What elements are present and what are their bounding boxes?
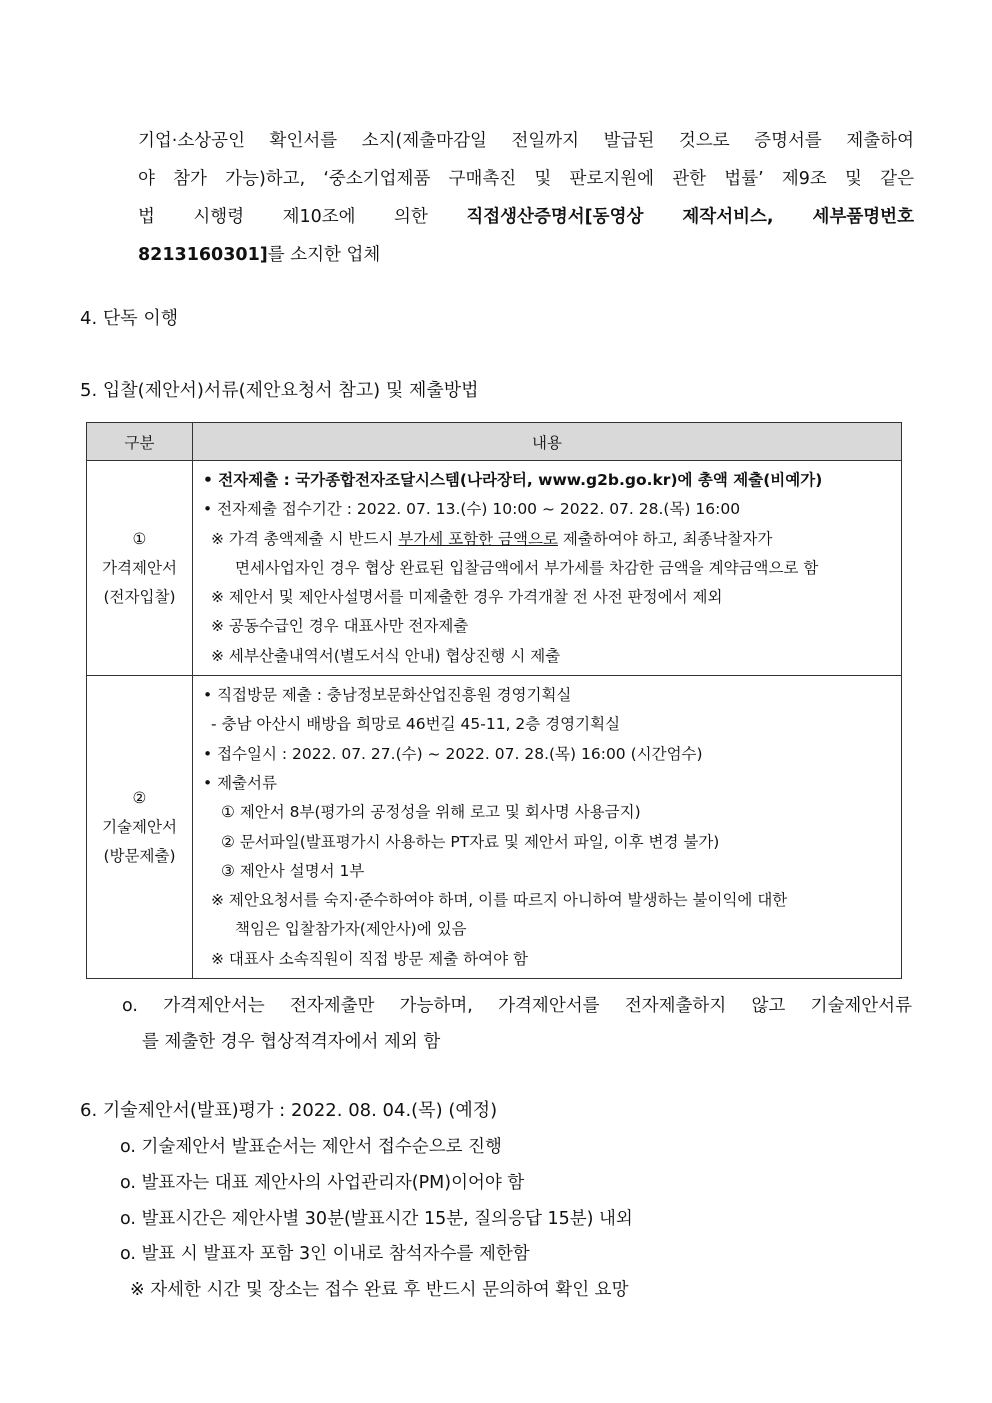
category-technical-proposal (87, 676, 193, 979)
list-item: o. 기술제안서 발표순서는 제안서 접수순으로 진행 (120, 1137, 502, 1157)
note-line-2: 를 제출한 경우 협상적격자에서 제외 함 (142, 1032, 441, 1052)
eligibility-line-1: 기업·소상공인 확인서를 소지(제출마감일 전일까지 발급된 것으로 증명서를 제출하여 (138, 131, 914, 151)
category-number: ② (132, 788, 147, 807)
document-item-1: ① 제안서 8부(평가의 공정성을 위해 로고 및 회사명 사용금지) (221, 803, 641, 822)
header-category: 구분 (87, 423, 193, 461)
eligibility-line-2: 야 참가 가능)하고, ‘중소기업제품 구매촉진 및 판로지원에 관한 법률’ 제9조 및 같은 (138, 169, 914, 189)
note-compliance: ※ 제안요청서를 숙지·준수하여야 하며, 이를 따르지 아니하여 발생하는 불이익에 대한 (211, 891, 788, 910)
document-item-3: ③ 제안사 설명서 1부 (221, 861, 365, 880)
list-item: o. 발표 시 발표자 포함 3인 이내로 참석자수를 제한함 (120, 1244, 530, 1265)
note-vat (203, 525, 901, 554)
section-5-heading: 5. 입찰(제안서)서류(제안요청서 참고) 및 제출방법 (80, 380, 479, 401)
list-item: o. 발표자는 대표 제안사의 사업관리자(PM)이어야 함 (120, 1172, 525, 1193)
vat-underline: 부가세 포함한 금액으로 (398, 529, 558, 548)
bullet-receipt-time: • 접수일시 : 2022. 07. 27.(수) ~ 2022. 07. 28.(목) 16:00 (시간엄수) (203, 744, 703, 763)
product-code-emphasis: 8213160301] (138, 245, 268, 265)
content-technical-proposal (193, 676, 902, 979)
bullet-electronic-submission: • 전자제출 : 국가종합전자조달시스템(나라장터, www.g2b.go.kr)에 총액 제출(비예가) (203, 471, 823, 489)
note-compliance-continued: 책임은 입찰참가자(제안사)에 있음 (235, 920, 467, 939)
eligibility-line-3 (138, 198, 914, 236)
note-text: 제출하여야 하고, 최종낙찰자가 (557, 529, 773, 548)
category-method: (방문제출) (103, 846, 176, 865)
certificate-emphasis: 직접생산증명서[동영상 제작서비스, 세부품명번호 (466, 207, 914, 227)
eligibility-text: 를 소지한 업체 (267, 245, 381, 265)
category-name: 기술제안서 (102, 817, 177, 836)
note-exclusion: ※ 제안서 및 제안사설명서를 미제출한 경우 가격개찰 전 사전 판정에서 제외 (211, 588, 723, 607)
table-header-row (87, 423, 902, 461)
category-number: ① (132, 529, 147, 548)
category-price-proposal (87, 461, 193, 676)
content-price-proposal (193, 461, 902, 676)
table-row-technical-proposal (87, 676, 902, 979)
note-joint-bid: ※ 공동수급인 경우 대표사만 전자제출 (211, 617, 469, 636)
header-content: 내용 (193, 423, 902, 461)
list-item: o. 발표시간은 제안사별 30분(발표시간 15분, 질의응답 15분) 내외 (120, 1208, 633, 1229)
note-line-1: o. 가격제안서는 전자제출만 가능하며, 가격제안서를 전자제출하지 않고 기술제안서류 (122, 996, 912, 1016)
table-row-price-proposal (87, 461, 902, 676)
category-name: 가격제안서 (102, 558, 177, 577)
bullet-submission-period: • 전자제출 접수기간 : 2022. 07. 13.(수) 10:00 ~ 2022. 07. 28.(목) 16:00 (203, 500, 741, 519)
bullet-visit-submission: • 직접방문 제출 : 충남정보문화산업진흥원 경영기획실 (203, 686, 572, 705)
section-6-heading: 6. 기술제안서(발표)평가 : 2022. 08. 04.(목) (예정) (80, 1100, 498, 1121)
note-text: ※ 가격 총액제출 시 반드시 (211, 529, 399, 548)
bullet-documents: • 제출서류 (203, 773, 277, 792)
evaluation-list (120, 1130, 633, 1309)
eligibility-text: 법 시행령 제10조에 의한 (138, 207, 467, 227)
document-item-2: ② 문서파일(발표평가시 사용하는 PT자료 및 제안서 파일, 이후 변경 불가) (221, 832, 720, 851)
eligibility-line-4 (138, 236, 914, 274)
note-cost-breakdown: ※ 세부산출내역서(별도서식 안내) 협상진행 시 제출 (211, 646, 561, 665)
submission-documents-table (86, 422, 902, 979)
submission-address: - 충남 아산시 배방읍 희망로 46번길 45-11, 2층 경영기획실 (211, 715, 621, 734)
note-direct-visit: ※ 대표사 소속직원이 직접 방문 제출 하여야 함 (211, 949, 528, 968)
category-method: (전자입찰) (103, 587, 176, 606)
note-vat-continued: 면세사업자인 경우 협상 완료된 입찰금액에서 부가세를 차감한 금액을 계약금액으로 함 (235, 558, 819, 577)
inquiry-warning: ※ 자세한 시간 및 장소는 접수 완료 후 반드시 문의하여 확인 요망 (130, 1280, 629, 1301)
eligibility-paragraph (138, 122, 914, 274)
section-4-heading: 4. 단독 이행 (80, 308, 179, 329)
price-proposal-note (122, 988, 912, 1060)
